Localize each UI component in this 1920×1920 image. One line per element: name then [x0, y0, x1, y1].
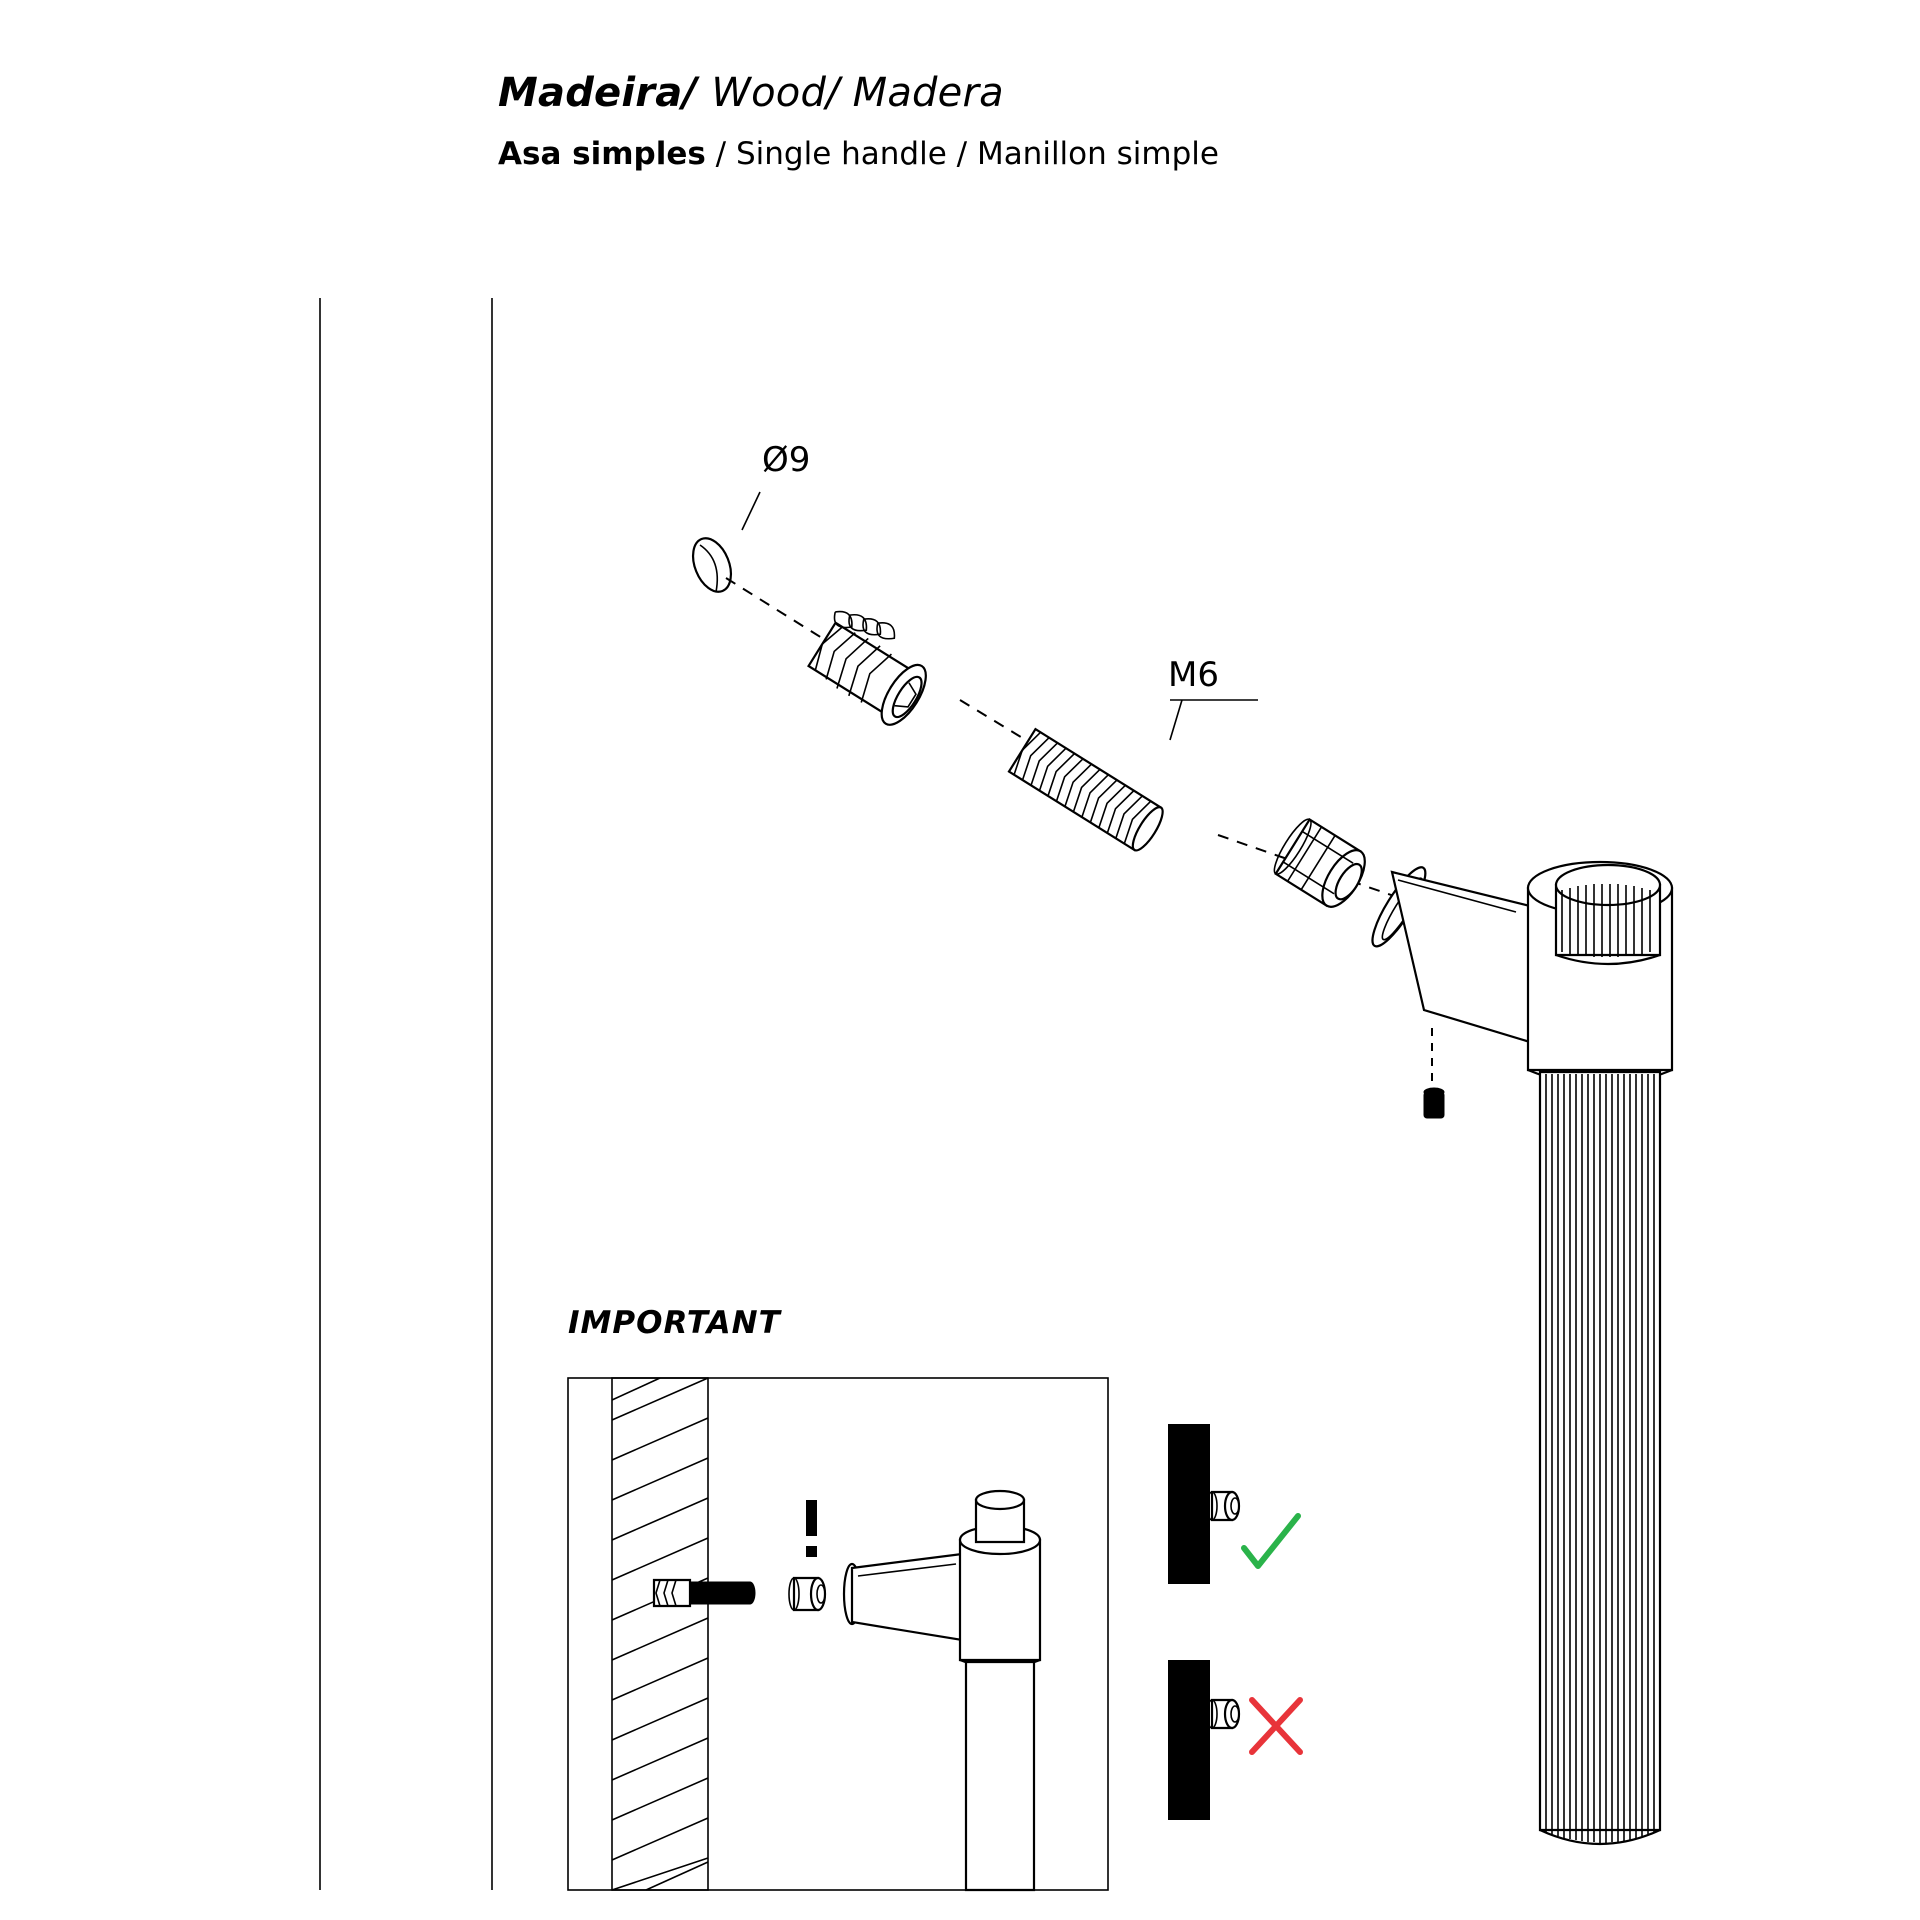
detail-handle-base [844, 1491, 1040, 1890]
subtitle-bold: Asa simples [498, 136, 706, 172]
important-label: IMPORTANT [568, 1305, 781, 1341]
callout-hole-diameter: Ø9 [762, 440, 811, 480]
incorrect-example [1168, 1660, 1300, 1820]
grub-screw-part [1424, 1028, 1444, 1118]
hole-marker-icon [686, 533, 739, 598]
detail-connector-nut [789, 1578, 825, 1610]
title-primary: Madeira/ [498, 70, 698, 116]
cross-mark-icon [1252, 1700, 1300, 1752]
leader-hole-diameter [742, 492, 760, 530]
wall-hatching [612, 1378, 708, 1890]
handle-cap-knurl [1556, 865, 1660, 964]
correct-example [1168, 1424, 1298, 1584]
handle-base-part [1364, 861, 1672, 1085]
connector-nut-part [1269, 815, 1373, 913]
detail-nut-incorrect [1207, 1700, 1239, 1728]
leader-thread-size [1170, 700, 1182, 740]
threaded-rod-part [1009, 729, 1168, 854]
title-secondary: Wood/ Madera [711, 70, 1004, 116]
detail-nut-correct [1207, 1492, 1239, 1520]
warning-exclamation-icon [806, 1500, 817, 1557]
assembly-axis-upper [726, 578, 838, 648]
handle-post-part [1540, 1072, 1660, 1844]
important-panel [568, 1378, 1108, 1890]
check-mark-icon [1244, 1516, 1298, 1566]
callout-thread-size: M6 [1168, 655, 1219, 695]
subtitle-rest: / Single handle / Manillon simple [705, 136, 1219, 172]
wall-plug-part [804, 597, 934, 732]
detail-anchor-and-rod [654, 1580, 755, 1606]
